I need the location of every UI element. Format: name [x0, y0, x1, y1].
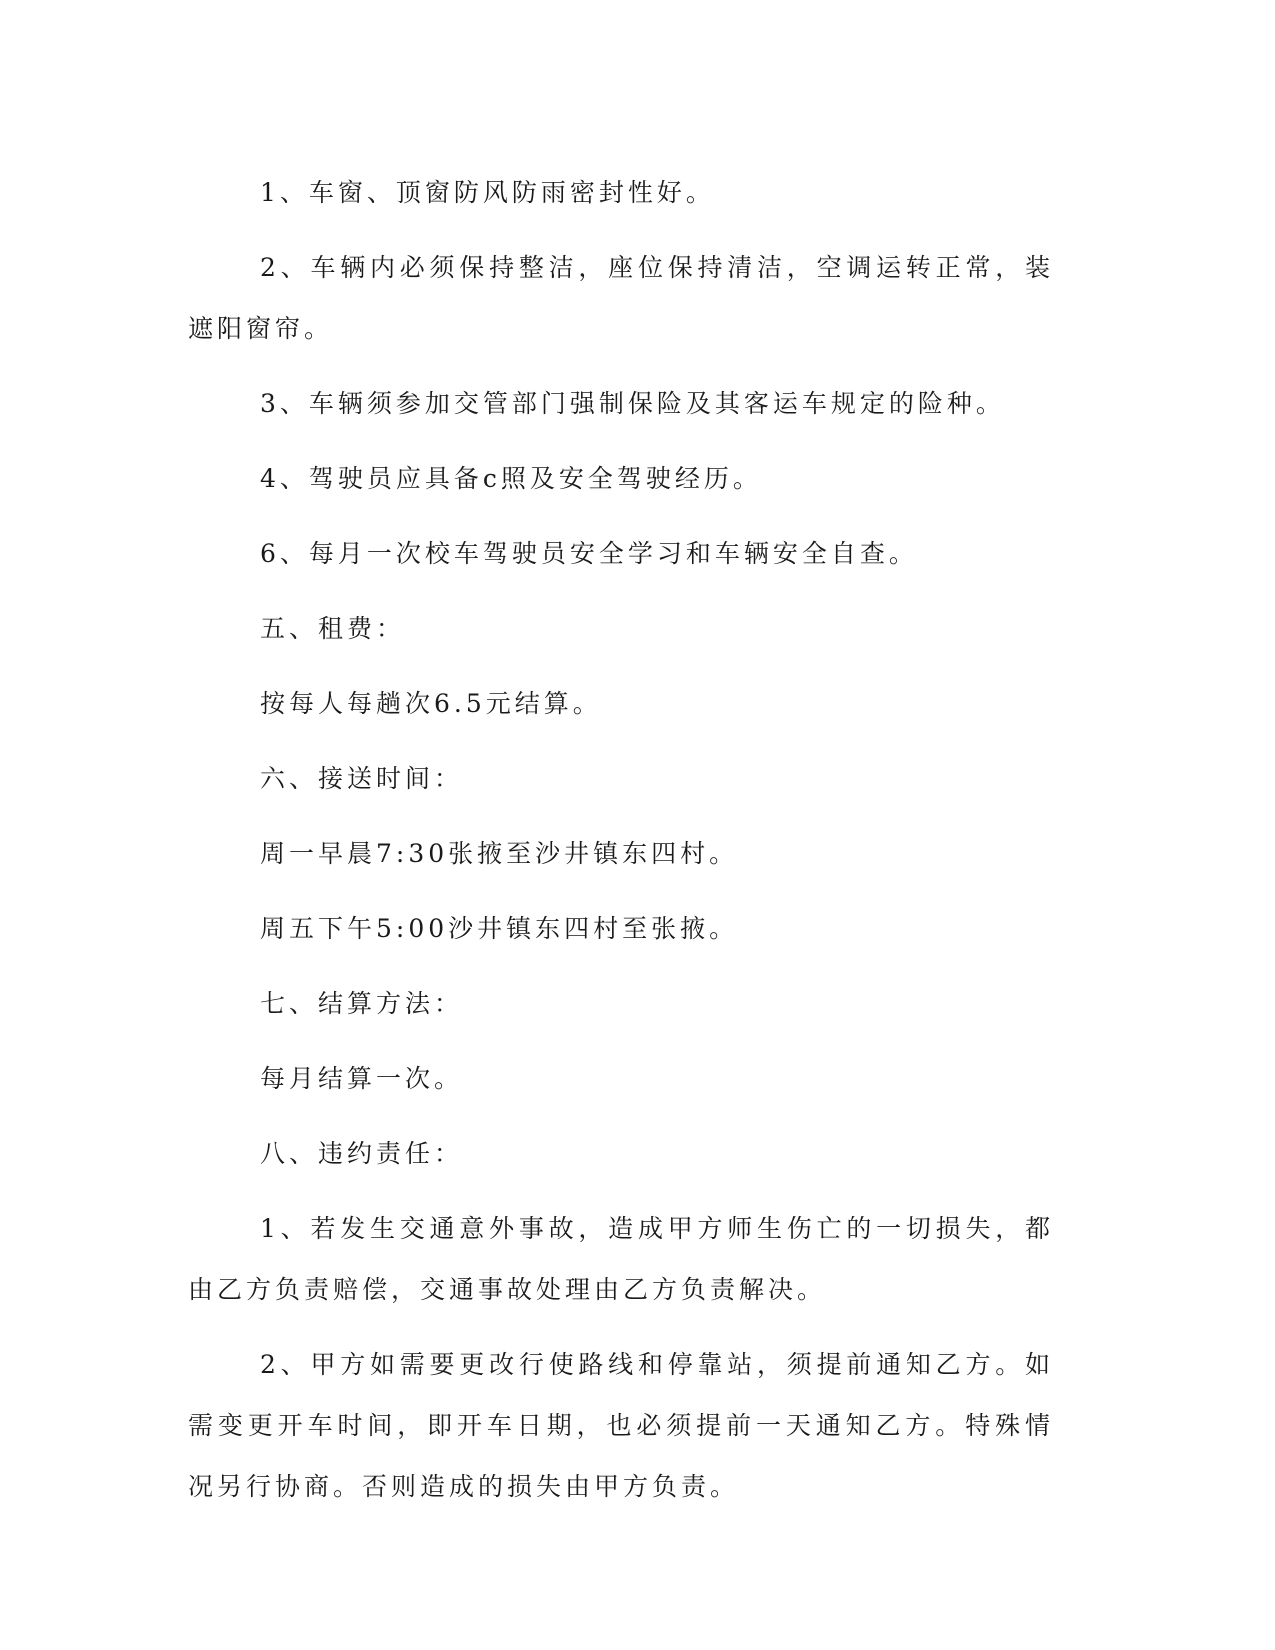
paragraph-vehicle-insurance: 3、车辆须参加交管部门强制保险及其客运车规定的险种。: [260, 389, 1005, 418]
paragraph-liability-accident: 1、若发生交通意外事故，造成甲方师生伤亡的一切损失，都由乙方负责赔偿，交通事故处理由乙方负责解决。: [188, 1214, 1054, 1304]
paragraph-rent-rate: 按每人每趟次6.5元结算。: [260, 689, 602, 718]
section-heading-settlement: 七、结算方法：: [260, 989, 464, 1018]
section-heading-liability: 八、违约责任：: [260, 1139, 464, 1168]
section-heading-schedule: 六、接送时间：: [260, 764, 464, 793]
paragraph-vehicle-interior: 2、车辆内必须保持整洁，座位保持清洁，空调运转正常，装遮阳窗帘。: [188, 253, 1054, 343]
document-body: [188, 162, 1054, 1531]
section-heading-rent: 五、租费：: [260, 614, 406, 643]
paragraph-monthly-safety: 6、每月一次校车驾驶员安全学习和车辆安全自查。: [260, 539, 918, 568]
paragraph-monday-schedule: 周一早晨7:30张掖至沙井镇东四村。: [260, 839, 739, 868]
paragraph-vehicle-windows: 1、车窗、顶窗防风防雨密封性好。: [260, 178, 715, 207]
paragraph-settlement-monthly: 每月结算一次。: [260, 1064, 464, 1093]
paragraph-liability-route-change: 2、甲方如需要更改行使路线和停靠站，须提前通知乙方。如需变更开车时间，即开车日期，也必须提前一天通知乙方。特殊情况另行协商。否则造成的损失由甲方负责。: [188, 1350, 1054, 1501]
paragraph-friday-schedule: 周五下午5:00沙井镇东四村至张掖。: [260, 914, 739, 943]
paragraph-driver-license: 4、驾驶员应具备c照及安全驾驶经历。: [260, 464, 762, 493]
